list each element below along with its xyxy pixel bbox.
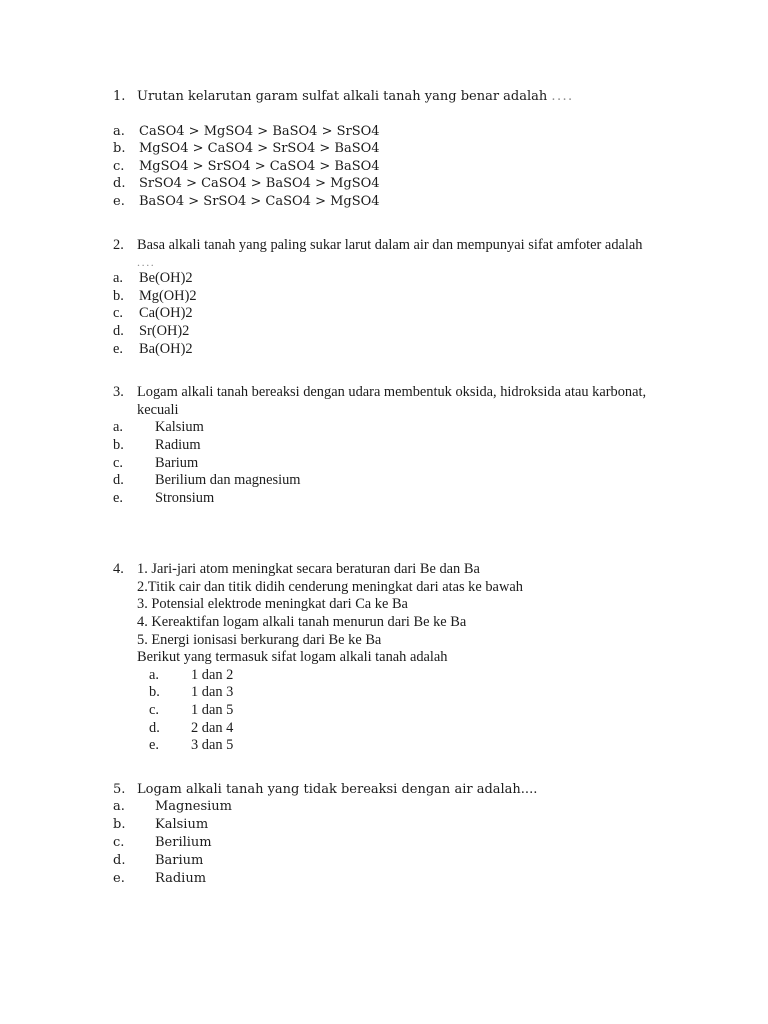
option-5e-text: Radium [155,870,207,886]
question-1-trailing-dots: .... [551,89,574,104]
option-4b-letter: b. [149,684,160,701]
option-3b[interactable] [113,437,683,455]
option-1c[interactable] [113,158,683,176]
spacer [113,358,683,384]
option-2e-letter: e. [113,340,123,357]
option-1c-letter: c. [113,158,125,174]
option-1d-text: SrSO4 > CaSO4 > BaSO4 > MgSO4 [139,176,380,192]
option-5c-letter: c. [113,835,125,850]
option-2e[interactable] [113,341,683,359]
option-4a-text: 1 dan 2 [191,666,234,683]
question-4-number: 4. [113,561,124,578]
option-4e[interactable] [113,737,683,755]
question-5-number: 5. [113,781,126,797]
option-5a-text: Magnesium [155,799,232,815]
option-5d[interactable] [113,852,683,870]
question-1-number: 1. [113,89,126,104]
option-3e[interactable] [113,490,683,508]
option-2c[interactable] [113,305,683,323]
statement-4: 4. Kereaktifan logam alkali tanah menurun dari Be ke Ba [137,614,467,631]
option-3a-letter: a. [113,419,123,436]
spacer [113,106,683,123]
question-1-options [113,123,683,211]
question-5-options [113,798,683,887]
question-1 [113,88,683,211]
option-5e[interactable] [113,870,683,888]
option-1e-letter: e. [113,193,125,209]
option-1b-text: MgSO4 > CaSO4 > SrSO4 > BaSO4 [139,141,380,157]
option-3c-text: Barium [155,454,199,471]
option-4b-text: 1 dan 3 [191,684,234,701]
option-2d[interactable] [113,323,683,341]
option-2a[interactable] [113,270,683,288]
option-5c[interactable] [113,834,683,852]
option-4c[interactable] [113,702,683,720]
option-3c[interactable] [113,455,683,473]
question-4-closing: Berikut yang termasuk sifat logam alkali tanah adalah [137,649,448,666]
question-4-prompt [113,561,683,579]
option-5c-text: Berilium [155,835,212,850]
option-1b-letter: b. [113,141,126,157]
option-3d-letter: d. [113,472,124,489]
question-3 [113,384,683,507]
option-3d-text: Berilium dan magnesium [155,472,301,489]
question-2-text: Basa alkali tanah yang paling sukar larut dalam air dan mempunyai sifat amfoter adalah [137,236,643,253]
option-1a[interactable] [113,123,683,141]
option-3e-letter: e. [113,489,123,506]
option-2b[interactable] [113,288,683,306]
option-2b-text: Mg(OH)2 [139,287,197,304]
option-3c-letter: c. [113,454,123,471]
question-2 [113,237,683,359]
question-3-options [113,419,683,507]
question-2-dots: .... [137,255,156,270]
option-5a-letter: a. [113,799,125,815]
option-4d-letter: d. [149,719,160,736]
question-5-prompt [113,781,683,799]
option-5a[interactable] [113,798,683,816]
question-2-number: 2. [113,236,124,253]
spacer [113,755,683,781]
question-5 [113,781,683,888]
option-3d[interactable] [113,472,683,490]
option-4a[interactable] [113,667,683,685]
question-4-statements [113,579,683,649]
option-1d-letter: d. [113,176,126,192]
option-1e-text: BaSO4 > SrSO4 > CaSO4 > MgSO4 [139,193,380,209]
question-4-statement-1: 1. Jari-jari atom meningkat secara beraturan dari Be dan Ba [137,561,480,578]
statement-2: 2.Titik cair dan titik didih cenderung meningkat dari atas ke bawah [137,578,523,595]
question-1-prompt [113,88,683,106]
option-5b[interactable] [113,816,683,834]
question-3-prompt [113,384,683,419]
option-5b-text: Kalsium [155,817,209,833]
spacer [113,211,683,237]
statement-3: 3. Potensial elektrode meningkat dari Ca ke Ba [137,596,408,613]
option-3a-text: Kalsium [155,419,204,436]
question-4-options [113,667,683,755]
option-5d-text: Barium [155,852,204,868]
option-3a[interactable] [113,419,683,437]
question-3-number: 3. [113,384,124,401]
question-1-text [137,88,683,106]
option-1a-letter: a. [113,123,125,139]
option-3e-text: Stronsium [155,489,215,506]
option-3b-text: Radium [155,436,201,453]
option-2d-text: Sr(OH)2 [139,322,190,339]
question-2-prompt [113,237,683,255]
option-2b-letter: b. [113,287,124,304]
option-5e-letter: e. [113,870,125,886]
option-3b-letter: b. [113,436,124,453]
option-4e-text: 3 dan 5 [191,737,234,754]
option-4e-letter: e. [149,737,159,754]
option-4c-text: 1 dan 5 [191,702,234,719]
option-2a-letter: a. [113,270,123,287]
option-1b[interactable] [113,140,683,158]
option-1a-text: CaSO4 > MgSO4 > BaSO4 > SrSO4 [139,123,380,139]
option-4a-letter: a. [149,666,159,683]
option-4d[interactable] [113,720,683,738]
question-5-text: Logam alkali tanah yang tidak bereaksi dengan air adalah.... [137,781,538,797]
option-5b-letter: b. [113,817,126,833]
document-content [113,88,683,887]
question-1-body: Urutan kelarutan garam sulfat alkali tanah yang benar adalah [137,89,548,104]
option-1c-text: MgSO4 > SrSO4 > CaSO4 > BaSO4 [139,158,380,174]
option-2a-text: Be(OH)2 [139,270,193,287]
option-4c-letter: c. [149,702,159,719]
option-1d[interactable] [113,175,683,193]
option-2c-text: Ca(OH)2 [139,305,193,322]
option-2c-letter: c. [113,305,123,322]
option-2d-letter: d. [113,322,124,339]
option-4d-text: 2 dan 4 [191,719,234,736]
question-4 [113,561,683,755]
option-1e[interactable] [113,193,683,211]
option-2e-text: Ba(OH)2 [139,340,193,357]
statement-5: 5. Energi ionisasi berkurang dari Be ke Ba [137,631,382,648]
option-5d-letter: d. [113,852,126,868]
question-2-options [113,270,683,358]
spacer [113,507,683,561]
question-3-text: Logam alkali tanah bereaksi dengan udara membentuk oksida, hidroksida atau karbonat, kecuali [137,384,647,418]
option-4b[interactable] [113,684,683,702]
